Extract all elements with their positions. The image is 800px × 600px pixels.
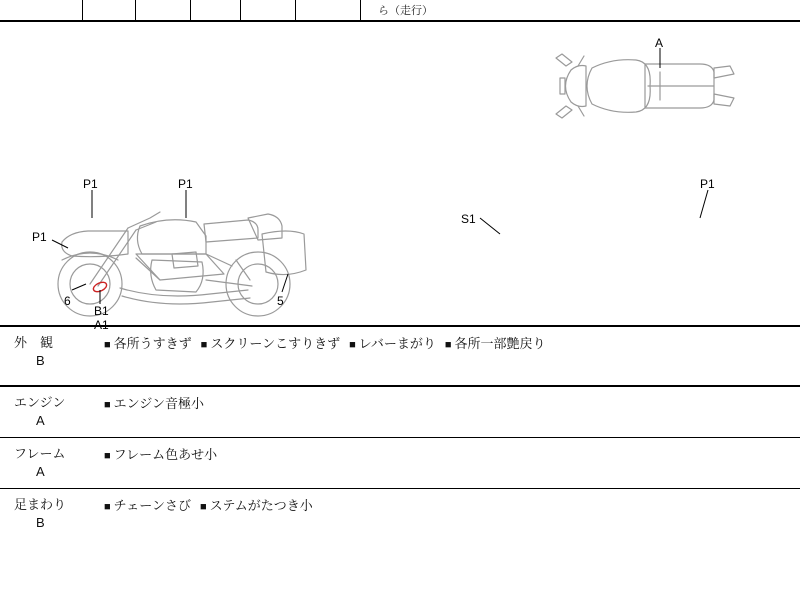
- bullet-icon: ■: [200, 339, 208, 351]
- callout-top-a: A: [655, 36, 664, 50]
- bullet-icon: ■: [200, 501, 207, 513]
- condition-row-suspension: [0, 489, 800, 540]
- bullet-icon: ■: [104, 450, 111, 462]
- bullet-icon: ■: [349, 339, 356, 351]
- bullet-icon: ■: [104, 501, 111, 513]
- callout-left-6: 6: [64, 294, 71, 308]
- callout-left-a1: A1: [94, 318, 109, 332]
- table-divider: [360, 0, 361, 22]
- callout-left-b1: B1: [94, 304, 109, 318]
- condition-items-exterior: [104, 335, 794, 354]
- bullet-icon: ■: [104, 399, 111, 411]
- condition-item: スクリーンこすりきず: [210, 336, 341, 351]
- callout-right-s1: S1: [461, 212, 476, 226]
- callout-left-p1-top-1: P1: [83, 177, 98, 191]
- callout-left-5: 5: [277, 294, 284, 308]
- condition-label-suspension: 足まわり: [14, 497, 67, 512]
- condition-grade-frame: A: [36, 464, 45, 479]
- condition-items-frame: [104, 446, 794, 465]
- condition-item: 各所一部艶戻り: [454, 336, 546, 351]
- table-divider: [135, 0, 136, 22]
- condition-item: フレーム色あせ小: [113, 447, 218, 462]
- condition-item: レバーまがり: [358, 336, 436, 351]
- condition-item: ステムがたつき小: [209, 498, 313, 513]
- left-side-view-drawing: [58, 212, 306, 316]
- top-table-cell-label: ら（走行）: [378, 5, 433, 17]
- table-divider: [190, 0, 191, 22]
- condition-table: [0, 327, 800, 540]
- motorcycle-diagrams-svg: [0, 22, 800, 325]
- condition-row-frame: [0, 438, 800, 489]
- top-table-strip: [0, 0, 800, 22]
- callout-right-p1: P1: [700, 177, 715, 191]
- bullet-icon: ■: [444, 339, 452, 351]
- condition-items-suspension: [104, 497, 794, 516]
- condition-row-engine: [0, 387, 800, 438]
- condition-item: チェーンさび: [113, 498, 192, 513]
- condition-label-exterior: 外 観: [14, 335, 54, 350]
- condition-grade-exterior: B: [36, 353, 45, 368]
- top-view-drawing: [556, 54, 734, 118]
- table-divider: [82, 0, 83, 22]
- table-divider: [295, 0, 296, 22]
- callout-left-p1-top-2: P1: [178, 177, 193, 191]
- condition-item: エンジン音極小: [113, 396, 205, 411]
- damage-diagram-area: [0, 22, 800, 332]
- table-divider: [240, 0, 241, 22]
- condition-grade-engine: A: [36, 413, 45, 428]
- callout-left-p1-side: P1: [32, 230, 47, 244]
- condition-row-exterior: [0, 327, 800, 387]
- condition-label-frame: フレーム: [14, 446, 66, 461]
- condition-grade-suspension: B: [36, 515, 45, 530]
- condition-items-engine: [104, 395, 794, 414]
- condition-item: 各所うすきず: [113, 336, 192, 351]
- bullet-icon: ■: [104, 339, 111, 351]
- condition-label-engine: エンジン: [14, 395, 66, 410]
